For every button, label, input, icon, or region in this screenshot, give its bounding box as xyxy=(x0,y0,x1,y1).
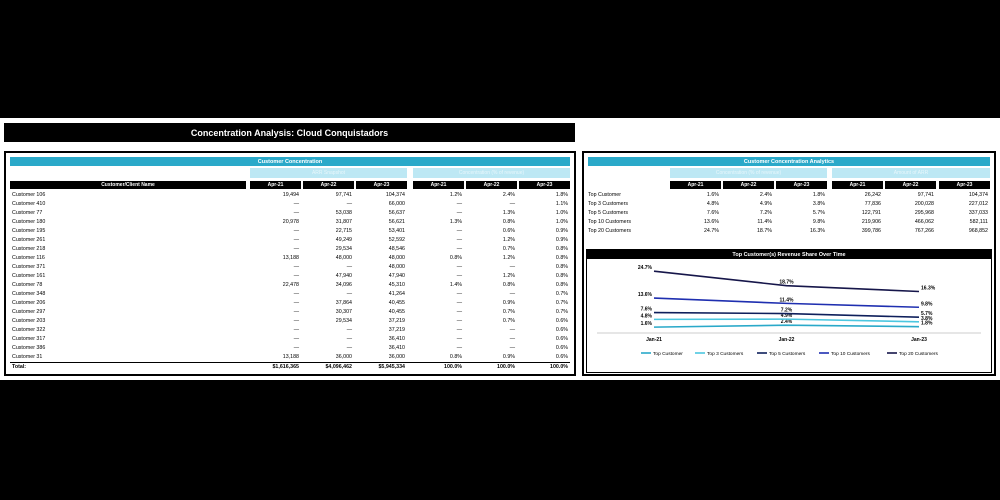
arr-value: 13,188 xyxy=(282,255,299,261)
arr-value: 36,000 xyxy=(335,354,352,360)
total-row xyxy=(10,362,570,371)
pct-value: 0.6% xyxy=(502,228,515,234)
customer-name: Customer 322 xyxy=(12,327,46,333)
arr-value: — xyxy=(293,237,299,243)
concentration-value: 9.8% xyxy=(812,219,825,225)
arr-snapshot-group-header: ARR Snapshot xyxy=(250,168,407,178)
customer-name: Total: xyxy=(12,364,27,370)
amount-value: 767,266 xyxy=(914,228,934,234)
pct-value: 1.2% xyxy=(502,255,515,261)
arr-value: 45,310 xyxy=(388,282,405,288)
pct-value: 0.6% xyxy=(555,345,568,351)
arr-period-header: Apr-21 xyxy=(250,181,301,189)
amount-period-header: Apr-21 xyxy=(832,181,883,189)
customer-name: Customer 77 xyxy=(12,210,43,216)
customer-name: Customer 78 xyxy=(12,282,43,288)
pct-value: 0.7% xyxy=(555,300,568,306)
x-tick-label: Jan-21 xyxy=(646,337,662,343)
pct-value: — xyxy=(456,336,462,342)
arr-period-header: Apr-22 xyxy=(303,181,354,189)
customer-name: Customer 116 xyxy=(12,255,45,261)
concentration-analytics-panel xyxy=(582,151,996,376)
arr-value: $5,945,334 xyxy=(378,364,405,370)
concentration-value: 1.8% xyxy=(812,192,825,198)
pct-value: 1.8% xyxy=(555,192,568,198)
pct-value: 0.7% xyxy=(502,309,515,315)
pct-value: 1.2% xyxy=(502,237,515,243)
pct-period-header: Apr-21 xyxy=(413,181,464,189)
table-row xyxy=(10,227,570,236)
concentration-value: 24.7% xyxy=(703,228,719,234)
pct-value: 0.8% xyxy=(555,282,568,288)
arr-value: — xyxy=(293,201,299,207)
concentration-period-header: Apr-22 xyxy=(723,181,774,189)
pct-value: 0.7% xyxy=(555,291,568,297)
concentration-period-header: Apr-23 xyxy=(776,181,827,189)
pct-value: 0.8% xyxy=(502,219,515,225)
pct-value: — xyxy=(456,246,462,252)
concentration-value: 5.7% xyxy=(812,210,825,216)
arr-value: 37,219 xyxy=(388,327,405,333)
arr-value: 22,478 xyxy=(282,282,299,288)
pct-value: — xyxy=(456,318,462,324)
pct-value: — xyxy=(456,210,462,216)
data-label: 4.8% xyxy=(640,313,652,320)
legend-label: Top 20 Customers xyxy=(899,351,938,357)
pct-value: 1.3% xyxy=(449,219,462,225)
pct-value: 0.7% xyxy=(502,318,515,324)
amount-value: 227,012 xyxy=(968,201,988,207)
arr-value: 36,410 xyxy=(388,345,405,351)
amount-of-arr-group-header: Amount of ARR xyxy=(832,168,990,178)
arr-value: — xyxy=(346,327,352,333)
customer-name-column-header: Customer/Client Name xyxy=(10,181,246,189)
legend-label: Top Customer xyxy=(653,351,683,357)
group-name: Top Customer xyxy=(588,192,621,198)
amount-value: 97,741 xyxy=(917,192,934,198)
customer-name: Customer 348 xyxy=(12,291,46,297)
arr-value: — xyxy=(293,327,299,333)
arr-value: 41,264 xyxy=(388,291,405,297)
pct-value: 0.8% xyxy=(555,246,568,252)
concentration-value: 18.7% xyxy=(756,228,772,234)
pct-value: — xyxy=(509,291,515,297)
arr-value: — xyxy=(346,201,352,207)
pct-value: — xyxy=(456,327,462,333)
analytics-row xyxy=(586,200,990,209)
amount-value: 466,062 xyxy=(914,219,934,225)
data-label: 13.6% xyxy=(637,292,652,299)
arr-value: 47,940 xyxy=(388,273,405,279)
analytics-row xyxy=(586,227,990,236)
concentration-group-header: Concentration (% of revenue) xyxy=(413,168,570,178)
pct-value: — xyxy=(509,345,515,351)
arr-value: — xyxy=(293,246,299,252)
arr-value: — xyxy=(346,336,352,342)
concentration-value: 11.4% xyxy=(757,219,772,225)
concentration-value: 2.4% xyxy=(759,192,772,198)
table-row xyxy=(10,326,570,335)
arr-value: — xyxy=(293,264,299,270)
customer-name: Customer 195 xyxy=(12,228,46,234)
arr-value: 40,455 xyxy=(388,300,405,306)
amount-value: 968,852 xyxy=(968,228,988,234)
customer-name: Customer 297 xyxy=(12,309,46,315)
arr-value: 56,637 xyxy=(388,210,405,216)
pct-value: — xyxy=(456,291,462,297)
pct-value: 100.0% xyxy=(444,364,462,370)
pct-value: — xyxy=(509,264,515,270)
table-row xyxy=(10,299,570,308)
amount-value: 104,374 xyxy=(968,192,988,198)
arr-value: 22,715 xyxy=(335,228,352,234)
arr-value: 48,000 xyxy=(388,255,405,261)
pct-period-header: Apr-22 xyxy=(466,181,517,189)
amount-value: 582,111 xyxy=(969,219,988,225)
legend-label: Top 3 Customers xyxy=(707,351,744,357)
arr-value: 19,494 xyxy=(282,192,299,198)
series-line xyxy=(654,325,919,327)
group-name: Top 10 Customers xyxy=(588,219,631,225)
arr-value: — xyxy=(293,345,299,351)
pct-value: 1.2% xyxy=(502,273,515,279)
arr-value: 29,534 xyxy=(335,318,352,324)
arr-value: 97,741 xyxy=(335,192,352,198)
pct-period-header: Apr-23 xyxy=(519,181,570,189)
x-tick-label: Jan-22 xyxy=(778,337,795,343)
pct-value: 2.4% xyxy=(502,192,515,198)
arr-value: 52,592 xyxy=(388,237,405,243)
pct-value: 0.7% xyxy=(502,246,515,252)
arr-value: 34,096 xyxy=(335,282,352,288)
arr-value: — xyxy=(293,210,299,216)
arr-value: — xyxy=(293,309,299,315)
data-label: 7.6% xyxy=(640,306,652,313)
arr-value: 66,000 xyxy=(388,201,405,207)
customer-name: Customer 371 xyxy=(12,264,46,270)
concentration-value: 4.9% xyxy=(759,201,772,207)
pct-value: 0.9% xyxy=(555,237,568,243)
pct-value: 0.6% xyxy=(555,327,568,333)
table-row xyxy=(10,290,570,299)
concentration-value: 7.2% xyxy=(759,210,772,216)
table-row xyxy=(10,263,570,272)
arr-value: 49,249 xyxy=(335,237,352,243)
revenue-share-chart-svg xyxy=(587,259,991,372)
arr-value: 53,401 xyxy=(388,228,405,234)
data-label: 18.7% xyxy=(779,279,794,286)
arr-value: 37,864 xyxy=(335,300,352,306)
revenue-share-chart xyxy=(586,249,992,373)
pct-value: 0.9% xyxy=(502,300,515,306)
arr-value: 31,807 xyxy=(335,219,352,225)
customer-name: Customer 386 xyxy=(12,345,46,351)
customer-name: Customer 161 xyxy=(12,273,46,279)
arr-value: — xyxy=(346,264,352,270)
customer-concentration-panel xyxy=(4,151,576,376)
arr-value: 36,000 xyxy=(388,354,405,360)
data-label: 7.2% xyxy=(780,307,793,314)
table-row xyxy=(10,191,570,200)
arr-value: 48,546 xyxy=(388,246,405,252)
amount-value: 337,033 xyxy=(968,210,988,216)
pct-value: 1.2% xyxy=(449,192,462,198)
data-label: 4.9% xyxy=(780,313,793,320)
pct-value: — xyxy=(456,345,462,351)
concentration-value: 4.8% xyxy=(706,201,719,207)
pct-value: 0.8% xyxy=(449,255,462,261)
analytics-row xyxy=(586,191,990,200)
arr-value: — xyxy=(293,336,299,342)
customer-name: Customer 106 xyxy=(12,192,46,198)
pct-value: 0.8% xyxy=(502,282,515,288)
arr-value: $1,616,365 xyxy=(272,364,299,370)
amount-period-header: Apr-22 xyxy=(885,181,936,189)
pct-value: 1.1% xyxy=(555,201,568,207)
pct-value: 100.0% xyxy=(497,364,515,370)
pct-value: — xyxy=(509,336,515,342)
customer-name: Customer 31 xyxy=(12,354,43,360)
concentration-value: 7.6% xyxy=(706,210,719,216)
concentration-value: 13.6% xyxy=(703,219,719,225)
arr-value: 13,188 xyxy=(282,354,299,360)
arr-value: 40,455 xyxy=(388,309,405,315)
customer-name: Customer 218 xyxy=(12,246,46,252)
concentration-analytics-header: Customer Concentration Analytics xyxy=(588,157,990,166)
pct-value: 0.8% xyxy=(449,354,462,360)
pct-value: 0.8% xyxy=(555,255,568,261)
arr-value: — xyxy=(293,273,299,279)
data-label: 24.7% xyxy=(637,265,652,272)
concentration-period-header: Apr-21 xyxy=(670,181,721,189)
data-label: 11.4% xyxy=(779,297,794,304)
table-row xyxy=(10,317,570,326)
pct-value: 0.7% xyxy=(555,309,568,315)
table-row xyxy=(10,209,570,218)
data-label: 1.6% xyxy=(640,321,652,328)
pct-value: 0.8% xyxy=(555,273,568,279)
customer-name: Customer 206 xyxy=(12,300,46,306)
table-row xyxy=(10,353,570,362)
amount-value: 200,028 xyxy=(914,201,934,207)
arr-value: 53,038 xyxy=(335,210,352,216)
data-label: 9.8% xyxy=(921,301,933,308)
data-label: 5.7% xyxy=(921,311,933,318)
legend-label: Top 5 Customers xyxy=(769,351,806,357)
group-name: Top 5 Customers xyxy=(588,210,629,216)
arr-value: 56,621 xyxy=(388,219,405,225)
pct-value: — xyxy=(509,201,515,207)
pct-value: 1.0% xyxy=(555,219,568,225)
arr-value: 47,940 xyxy=(335,273,352,279)
arr-value: — xyxy=(293,318,299,324)
table-row xyxy=(10,272,570,281)
pct-value: 0.9% xyxy=(555,228,568,234)
table-row xyxy=(10,200,570,209)
table-row xyxy=(10,335,570,344)
pct-value: — xyxy=(456,300,462,306)
pct-value: — xyxy=(456,237,462,243)
amount-value: 77,836 xyxy=(864,201,881,207)
table-row xyxy=(10,218,570,227)
pct-value: — xyxy=(509,327,515,333)
x-tick-label: Jan-23 xyxy=(911,337,927,343)
analytics-row xyxy=(586,209,990,218)
arr-value: — xyxy=(346,345,352,351)
customer-name: Customer 410 xyxy=(12,201,46,207)
data-label: 16.3% xyxy=(921,285,936,292)
table-row xyxy=(10,236,570,245)
arr-value: 48,000 xyxy=(388,264,405,270)
table-row xyxy=(10,254,570,263)
concentration-value: 3.8% xyxy=(812,201,825,207)
pct-value: 1.0% xyxy=(555,210,568,216)
table-row xyxy=(10,245,570,254)
group-name: Top 20 Customers xyxy=(588,228,631,234)
legend-label: Top 10 Customers xyxy=(831,351,870,357)
analytics-row xyxy=(586,218,990,227)
customer-name: Customer 180 xyxy=(12,219,46,225)
arr-value: — xyxy=(293,291,299,297)
arr-value: 29,534 xyxy=(335,246,352,252)
data-label: 1.8% xyxy=(921,320,933,327)
pct-value: — xyxy=(456,264,462,270)
table-row xyxy=(10,308,570,317)
data-label: 2.4% xyxy=(780,319,793,326)
customer-name: Customer 203 xyxy=(12,318,46,324)
pct-value: 0.6% xyxy=(555,336,568,342)
table-row xyxy=(10,344,570,353)
arr-value: — xyxy=(293,228,299,234)
page-title: Concentration Analysis: Cloud Conquistadors xyxy=(4,123,575,142)
chart-title: Top Customer(s) Revenue Share Over Time xyxy=(587,250,991,259)
table-row xyxy=(10,281,570,290)
amount-value: 219,906 xyxy=(861,219,881,225)
customer-concentration-header: Customer Concentration xyxy=(10,157,570,166)
amount-value: 295,968 xyxy=(914,210,934,216)
arr-value: 104,374 xyxy=(385,192,405,198)
arr-value: 48,000 xyxy=(335,255,352,261)
pct-value: 100.0% xyxy=(550,364,568,370)
group-name: Top 3 Customers xyxy=(588,201,629,207)
amount-value: 399,786 xyxy=(861,228,881,234)
pct-value: — xyxy=(456,201,462,207)
pct-value: 1.4% xyxy=(449,282,462,288)
right-concentration-group-header: Concentration (% of revenue) xyxy=(670,168,827,178)
amount-period-header: Apr-23 xyxy=(939,181,990,189)
arr-value: — xyxy=(346,291,352,297)
pct-value: — xyxy=(456,273,462,279)
concentration-value: 1.6% xyxy=(706,192,719,198)
pct-value: 0.9% xyxy=(502,354,515,360)
arr-value: 30,307 xyxy=(335,309,352,315)
amount-value: 26,242 xyxy=(864,192,881,198)
customer-name: Customer 317 xyxy=(12,336,46,342)
concentration-value: 16.3% xyxy=(809,228,825,234)
amount-value: 122,791 xyxy=(861,210,881,216)
arr-value: 20,978 xyxy=(282,219,299,225)
arr-value: $4,096,462 xyxy=(325,364,352,370)
data-label: 3.8% xyxy=(921,315,933,322)
pct-value: 0.6% xyxy=(555,318,568,324)
pct-value: — xyxy=(456,228,462,234)
pct-value: 0.6% xyxy=(555,354,568,360)
pct-value: — xyxy=(456,309,462,315)
arr-period-header: Apr-23 xyxy=(356,181,407,189)
pct-value: 0.8% xyxy=(555,264,568,270)
pct-value: 1.3% xyxy=(502,210,515,216)
arr-value: 36,410 xyxy=(388,336,405,342)
arr-value: — xyxy=(293,300,299,306)
customer-name: Customer 261 xyxy=(12,237,46,243)
arr-value: 37,219 xyxy=(388,318,405,324)
